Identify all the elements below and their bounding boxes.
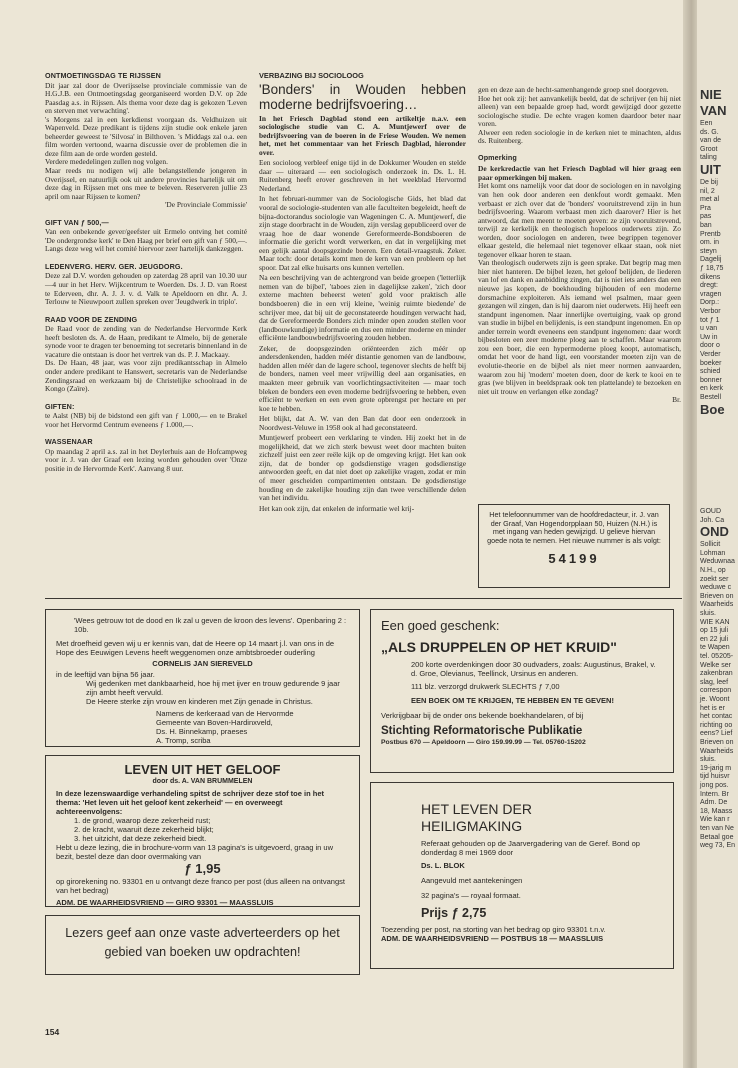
obituary-verse: 'Wees getrouw tot de dood en Ik zal u geven de kroon des levens'. Openbaring 2 : 10b. [74,616,347,634]
left-column [45,72,247,473]
left-news-heading: GIFTEN: [45,401,75,411]
heiligmaking-description: Referaat gehouden op de Jaarvergadering van de Geref. Bond op donderdag 8 mei 1969 door [421,839,640,857]
adjacent-page-text: je. Woont [700,696,730,703]
adjacent-page-text: richting oo [700,721,733,729]
advertisers-ad-text: Lezers geef aan onze vaste adverteerders op het gebied van boeken uw opdrachten! [65,926,340,959]
middle-column [259,72,466,513]
adjacent-page-text: NIE [700,87,722,102]
heiligmaking-note: Aangevuld met aantekeningen [421,876,523,885]
adjacent-page-fragment [697,0,738,1068]
heiligmaking-price: Prijs ƒ 2,75 [421,906,487,920]
adjacent-page-text: N.H., op [700,567,726,574]
adjacent-page-text: Adm. De [700,799,728,807]
signatory-line: Gemeente van Boven-Hardinxveld, [156,718,273,727]
obituary-signatories [56,709,349,745]
adjacent-page-text: het contac [700,713,733,721]
book-ad-point: 3. het uitzicht, dat deze zekerheid biedt. [74,834,207,843]
signatory-line: Ds. H. Binnekamp, praeses [156,727,248,736]
adjacent-page-text: zoekt ser [700,575,729,583]
book-ad-intro: In deze lezenswaardige verhandeling spitst de schrijver deze stof toe in het thema: 'Het leven uit het geloof kent zekerheid' — en overweegt achtereenvolgens: [56,789,324,816]
adjacent-page-text: Waarheids [700,601,734,609]
adjacent-page-text: tijd huisvr [700,773,730,781]
adjacent-page-text: 18, Maass [700,807,733,815]
adjacent-page-text: ban [700,222,712,229]
left-news-body: te Aalst (NB) bij de bidstond een gift van ƒ 1.000,— en te Brakel voor het Hervormd Centrum eveneens ƒ 1.000,—. [45,411,247,429]
article-paragraph: Muntjewerf probeert een verklaring te vinden. Hij zoekt het in de mogelijkheid, dat we zich sterk bewust weet door machten buiten zichzelf juist een zeer reële kijk op de omgeving krijgt. Het kan ook zijn, dat de bonder op godsdienstige vragen godsdienstige antwoorden geeft, en dat niet doet op zakelijke vragen, zodat er min of meer gescheiden compartimenten ontstaan. De godsdienstige houding en de zakelijke houding zijn dan twee verschillende delen van het individu. [259,433,466,503]
adjacent-page-text: GOUD [700,508,721,515]
heiligmaking-order: Toezending per post, na storting van het bedrag op giro 93301 t.n.v. [381,925,606,934]
adjacent-page-text: WIE KAN [700,618,730,626]
article-paragraph: Het kan ook zijn, dat enkelen de informatie wel krij- [259,503,415,513]
left-news-body: Op maandag 2 april a.s. zal in het Deylerhuis aan de Hofcampweg voor ir. J. van der Graaf een lezing worden gehouden over 'Onze positie in de Hervormde Kerk'. Aanvang 8 uur. [45,446,247,473]
heiligmaking-book-ad [370,782,674,969]
adjacent-page-text: slag, leef [700,678,729,686]
book-spine [683,0,697,1068]
phone-notice-text: Het telefoonnummer van de hoofdredacteur, ir. J. van der Graaf, Van Hogendorpplaan 50, Huizen (N.H.) is met ingang van heden gewijzigd. U gelieve hiervan goede nota te nemen. Het nieuwe nummer is als volgt: [487,510,661,545]
obituary-thanks: Wij gedenken met dankbaarheid, hoe hij met ijver en trouw gedurende 9 jaar zijn ambt heeft vervuld. De Heere sterke zijn vrouw en kinderen met Zijn genade in Christus. [86,679,340,706]
adjacent-page-text: Dorp.: [700,299,720,307]
left-news-body: Van een onbekende gever/geefster uit Ermelo ontving het comité 'De ondergrondse kerk' te Den Haag per brief een gift van ƒ 500,—. Langs deze weg wil het comité hiervoor zeer hartelijk dankzeggen. [45,227,247,254]
gift-ad-order: Verkrijgbaar bij de onder ons bekende boekhandelaren, of bij [381,711,584,720]
gift-ad-title: „ALS DRUPPELEN OP HET KRUID" [381,639,617,655]
adjacent-page-text: Groot [700,145,718,153]
obituary-text: Met droefheid geven wij u er kennis van, dat de Heere op 14 maart j.l. van ons in de Hope des Eeuwigen Levens heeft weggenomen onze ambtsbroeder ouderling [56,639,335,657]
book-ad-points [56,816,349,843]
adjacent-page-text: vragen [700,290,722,298]
adjacent-page-text: ds. G. [700,128,719,136]
adjacent-page-text: weg 73, En [700,842,736,850]
phone-notice-box [478,504,670,588]
adjacent-page-text: Waarheids [700,747,734,755]
heiligmaking-address: ADM. DE WAARHEIDSVRIEND — POSTBUS 18 — MAASSLUIS [381,934,604,943]
advertisers-ad [45,915,360,975]
left-news-body: De Raad voor de zending van de Nederlandse Hervormde Kerk heeft besloten ds. A. de Haan, predikant te Almelo, bij de generale synode voor te dragen ter benoeming tot secretaris binnenland in de vacature die ontstaan is door het vertrek van ds. P. J. Mackaay. Ds. De Haan, 48 jaar, was voor zijn predikantsschap in Almelo onder andere predikant te Hanswert, secretaris van de Nederlandse Zendingsraad en werkzaam bij de Christelijke schoolraad in de Kongo (Zaïre). [45,324,247,394]
phone-number: 54199 [548,551,600,567]
adjacent-page-text: Intern. Br [700,790,729,798]
adjacent-page-text: Sollicit [700,541,721,549]
adjacent-page-text: Bestell [700,394,722,401]
left-news-heading: ONTMOETINGSDAG TE RIJSSEN [45,71,161,80]
gift-ad-description: 200 korte overdenkingen door 30 oudvaders, zoals: Augustinus, Brakel, v. d. Groe, Olevianus, Teellinck, Ursinus en anderen. [411,660,656,678]
adjacent-page-text: Dagelij [700,256,722,264]
book-ad-format: Hebt u deze lezing, die in brochure-vorm van 13 pagina's is uitgevoerd, graag in uw bezit, bestel deze dan door overmaking van [56,843,334,861]
third-column [478,86,681,405]
adjacent-page-text: Lohman [700,549,726,557]
adjacent-page-text: te Wapen [700,644,730,652]
left-news-heading: LEDENVERG. HERV. GER. JEUGDORG. [45,261,183,271]
adjacent-page-text: ƒ 18,75 [700,265,724,272]
heiligmaking-author: Ds. L. BLOK [421,861,465,870]
adjacent-page-text: schied [700,368,721,376]
left-news-body: Dit jaar zal door de Overijsselse provinciale commissie van de H.G.J.B. een Ontmoetingsdag georganiseerd worden D.V. op 2de Paasdag a.s. in Rijssen. Als thema voor deze dag is gekozen 'Leven en sterven met verwachting'. 's Morgens zal in een kerkdienst voorgaan ds. Veldhuizen uit Wapenveld. Deze predikant is tijdens zijn studie ook enkele jaren beheerder geweest te 'Silvosa' in Bilthoven. 's Middags zal o.a. een film worden vertoond, waarna discussie over de problemen die in deze film aan de orde worden gesteld. Verdere mededelingen zullen nog volgen. Maar reeds nu nodigen wij alle belangstellende jongeren in Overijssel, en natuurlijk ook uit andere provincies hartelijk uit om deze dag in Rijssen met ons mee te beleven. Reserveren jullie 23 april om naar Rijssen te komen? [45,80,247,201]
gift-ad-postbus: Postbus 670 — Apeldoorn — Giro 159.99.99 — Tel. 05760-15202 [381,739,586,746]
book-ad-title: LEVEN UIT HET GELOOF [124,762,281,777]
gift-ad-pages: 111 blz. verzorgd drukwerk SLECHTS ƒ 7,00 [411,682,560,691]
opmerking-body: Het komt ons namelijk voor dat door de sociologen en in navolging van hen ook door anderen een denkfout wordt gemaakt. Men verbaast er zich over dat de 'bonders' vooruitstrevend zijn in hun bedrijfsvoering. Waarom verbaast men zich daarover? Hier is het antwoord, dat men meent te moeten geven: ze zijn vooruitstrevend, terwijl ze kerkelijk en theologisch hopeloos ouderwets zijn. Zo worden, door sociologen en anderen, twee begrippen tegenover elkaar gesteld, die helemaal niet tegenover elkaar staan, ook niet tegenover elkaar horen te staan. Van theologisch ouderwets zijn is geen sprake. Dat begrip mag men hier niet hanteren. De bijbel lezen, het geloof belijden, de liederen van lof en dank en aanbidding zingen, dat is niet iets anders dan een nieuwe jas kopen, de boekhouding bijhouden of een moderne dorsmachine exploiteren. Als iemand wel psalmen, maar geen gezangen wil zingen, dan is hij daarom niet ouderwets. Hij heeft een standpunt ingenomen. Naar innerlijke overtuiging, vaak op grond van studie in bijbel en belijdenis, is een standpunt ingenomen. En op ander terrein wordt eveneens een standpunt ingenomen: daar wordt bijbesloten een zeer moderne ploeg aan te schaffen. Maar waarom zou een boer, die een hypermoderne ploeg koopt, automatisch, omdat het voor de hand ligt, een voorstander moeten zijn van de evolutie-theorie en de bijbel als niet meer normen aanvaarden, waarom zou hij 'modern' moeten doen, door de kerk te kooi en te gras (we blijven in beeldspraak ook ten plattelande) te bezoeken en niet uit trouw en verlangen elke zondag? [478,181,682,396]
left-news-heading: GIFT VAN ƒ 500,— [45,217,109,227]
adjacent-page-text: 19-jarig m [700,764,732,772]
heiligmaking-pages: 32 pagina's — royaal formaat. [421,891,521,900]
adjacent-page-text: Welke ser [700,661,731,669]
obituary-name: CORNELIS JAN SIEREVELD [152,659,253,668]
adjacent-page-text: het is er [700,704,725,712]
article-paragraph: In het februari-nummer van de Sociologische Gids, het blad dat vooral de sociologie-studenten van alle faculteiten begeleidt, heeft de bijna-doctorandus sociologie van Wageningen C. A. Muntjewerf, die zijn stage doorbracht in de Wouden, zijn verslag gepubliceerd over de vraag hoe de daar wonende Gereformeerde-Bondsboeren de informatie die gericht wordt verwerken, en dat in vergelijking met een gelijk aantal doopsgezinde boeren. Een detail-vraagstuk. Zeker. Maar toch: door details komt men de kern van een probleem op het spoor. Dat zal elke huisarts ons kunnen vertellen. [259,194,466,272]
adjacent-page-text: Boe [700,401,725,417]
adjacent-page-text: jong pos. [700,782,729,789]
adjacent-page-text: Verbor [700,308,721,315]
adjacent-page-text: Brieven on [700,592,734,600]
adjacent-page-text: Een [700,120,713,127]
left-news-body: Deze zal D.V. worden gehouden op zaterdag 28 april van 10.30 uur—4 uur in het Herv. Wijkcentrum te Woerden. Ds. J. D. van Roest te Ederveen, dhr. A. J. J. v. d. Valk te Apeldoorn en dhr. A. J. Terlouw te Nieuwpoort zullen spreken over 'Jeugdwerk in triplo'. [45,271,247,307]
adjacent-page-text: en kerk [700,385,723,393]
book-ad-point: 2. de kracht, waaruit deze zekerheid blijkt; [74,825,214,834]
opmerking-lead: De kerkredactie van het Friesch Dagblad wil hier graag een paar opmerkingen bij maken. [478,164,681,182]
book-ad-leven-uit-het-geloof [45,755,360,907]
article-title: 'Bonders' in Wouden hebben moderne bedrijfsvoering… [259,81,466,112]
adjacent-page-text: u van [700,325,718,333]
article-lead: In het Friesch Dagblad stond een artikeltje n.a.v. een sociologische studie van C. A. Muntjewerf over de bedrijfsvoering van de boeren in de Friese Wouden. We nemen het, met het commentaar van het Friesch Dagblad, hieronder over. [259,113,466,157]
article-paragraph: Alweer een reden sociologie in de kerken niet te minachten, aldus ds. Ruitenberg. [478,127,681,146]
adjacent-page-text: Uw in [700,333,718,341]
adjacent-page-text: Betaal goe [700,833,734,841]
article-paragraph: Na een beschrijving van de achtergrond van beide groepen ('letterlijk nemen van de bijbel', 'taboes zien in dagelijkse zaken', 'zich door externe machten beheerst weten' gold voor praktisch alle bondsboeren) die in een vrij kleine, 'weinig ruimte biedende' de schrijver mee, dat bij uit de geconstateerde houdingen verwacht had, dat de Gereformeerde Bonders zich minder open zouden stellen voor (landbouwkundige) informatie en dus een minder moderne en minder efficiënte landbouwbedrijfsvoering zouden hebben. [259,273,466,343]
article-rubric: VERBAZING BIJ SOCIOLOOG [259,71,364,80]
adjacent-page-text: Wie kan r [700,816,730,824]
adjacent-page-text: Pra [700,204,711,212]
opmerking-heading: Opmerking [478,152,517,162]
book-ad-address: ADM. DE WAARHEIDSVRIEND — GIRO 93301 — MAASSLUIS [56,898,274,907]
heiligmaking-title-line1: HET LEVEN DER [421,801,532,817]
adjacent-page-text: bonner [700,376,722,384]
book-ad-author: door ds. A. VAN BRUMMELEN [152,778,253,785]
left-news-signature: 'De Provinciale Commissie' [165,200,247,210]
article-paragraph: gen en deze aan de hecht-samenhangende groep snel doorgeven. [478,85,669,94]
adjacent-page-text: Prentb [700,230,721,238]
adjacent-page-text: boeker [700,359,722,367]
adjacent-page-text: sluis. [700,756,716,764]
adjacent-page-text: UIT [700,162,721,177]
article-paragraph: Zeker, de doopsgezinden oriënteerden zich méér op andersdenkenden, hadden méér distantie genomen van de landbouw, hadden allen méér dan de lagere school, tegenover slechts de helft bij de bonders, namen veel meer vrijwillig deel aan organisaties, en maakten meer gebruik van voorlichtingsactiviteiten — maar toch bleken de bonders een even moderne bedrijfsvoering te hebben, even efficiënt te werken en een even grote opbrengst per hectare en per koe te hebben. [259,343,466,413]
gift-book-ad [370,609,674,773]
adjacent-page-text: pas [700,213,712,221]
adjacent-page-text: eens? Lief [700,730,733,738]
adjacent-page-text: ten van Ne [700,825,734,832]
gift-ad-heading: Een goed geschenk: [381,618,500,633]
left-news-heading: RAAD VOOR DE ZENDING [45,314,138,324]
gift-ad-publisher: Stichting Reformatorische Publikatie [381,725,583,737]
opmerking-signature: Br. [672,395,681,405]
heiligmaking-title-line2: HEILIGMAKING [421,818,523,834]
adjacent-page-text: Joh. Ca [700,516,725,524]
adjacent-page-text: steyn [700,247,717,255]
adjacent-page-text: om. in [700,239,720,247]
adjacent-page-text: tot ƒ 1 [700,316,720,324]
adjacent-page-text: van de [700,137,722,145]
adjacent-page-text: weduwe c [700,584,732,592]
left-news-heading: WASSENAAR [45,437,93,447]
adjacent-page-text: OND [700,524,729,540]
adjacent-page-text: correspon [700,687,732,695]
adjacent-page-text: Verder [700,351,721,358]
article-paragraph: Het blijkt, dat A. W. van den Ban dat door een onderzoek in Noordwest-Veluwe in 1958 ook al had geconstateerd. [259,414,466,432]
page-number: 154 [45,1027,60,1037]
adjacent-page-text: Weduwnaa [700,558,735,566]
book-ad-point: 1. de grond, waarop deze zekerheid rust; [74,816,211,825]
article-paragraph: Een socioloog verbleef enige tijd in de Dokkumer Wouden en stelde daar — uiteraard — een sociologisch onderzoek in. Ds. L. H. Ruitenberg heeft erover geschreven in het weekblad Hervormd Nederland. [259,158,466,193]
adjacent-page-text: zakenbran [700,670,733,678]
article-paragraph: Hoe het ook zij: het aanvankelijk beeld, dat de schrijver (en hij niet alleen) van een bepaalde groep had, wordt gewijzigd door gezette sociologische studie. De echte vragen komen daardoor beter naar voren. [478,93,681,129]
adjacent-page-text: Brieven on [700,739,734,746]
gift-ad-slogan: EEN BOEK OM TE KRIJGEN, TE HEBBEN EN TE GEVEN! [411,696,614,705]
adjacent-page-text: op 15 juli [700,627,729,635]
adjacent-page-text: en 22 juli [700,635,729,643]
adjacent-page-text: De bij [700,179,718,186]
section-divider [45,598,682,599]
adjacent-page-text: dregt: [700,282,718,290]
signatory-line: Namens de kerkeraad van de Hervormde [156,709,294,718]
obituary-age: in de leeftijd van bijna 56 jaar. [56,670,155,679]
book-ad-price: ƒ 1,95 [184,861,221,876]
adjacent-page-text: nil, 2 [700,187,715,195]
adjacent-page-text: taling [700,154,717,162]
adjacent-page-text: VAN [700,103,727,118]
adjacent-page-text: dikens [700,273,721,281]
book-ad-payment: op girorekening no. 93301 en u ontvangt deze franco per post (dus alleen na ontvangst van het bedrag) [56,877,345,895]
adjacent-page-text: tel. 05205- [700,653,734,660]
obituary-box [45,609,360,747]
adjacent-page-text: met al [700,196,720,204]
adjacent-page-text: sluis. [700,610,716,617]
signatory-line: A. Tromp, scriba [156,736,211,745]
adjacent-page-text: door o [700,342,720,350]
